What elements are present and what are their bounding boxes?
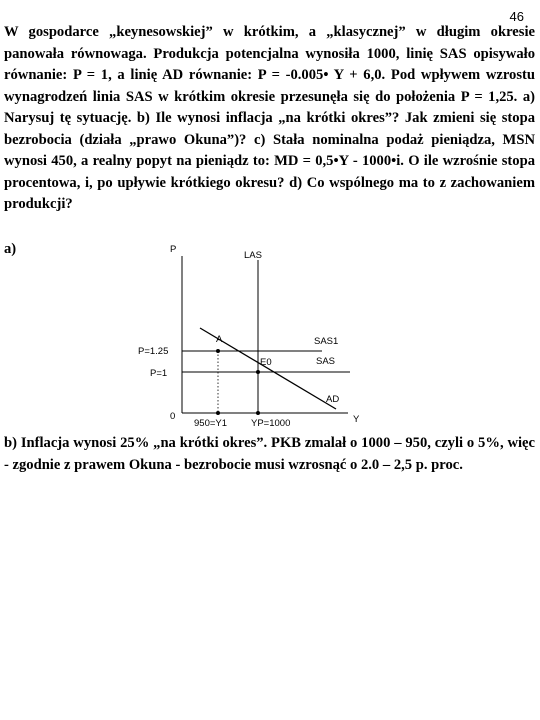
ad-label: AD [326,394,340,405]
las-label: LAS [244,250,262,261]
point-e0-marker [256,370,260,374]
point-a-label: A [216,334,223,345]
y-axis-label: Y [353,414,360,425]
point-e0-label: E0 [260,357,272,368]
part-a-label: a) [4,241,17,257]
p125-label: P=1.25 [138,346,169,357]
point-a-marker [216,349,220,353]
sas1-label: SAS1 [314,336,339,347]
answer-b-text: b) Inflacja wynosi 25% „na krótki okres”. PKB zmalał o 1000 – 950, czyli o 5%, więc - zgodnie z prawem Okuna - bezrobocie musi wzrosnąć o 2.0 – 2,5 p. proc. [4,435,535,473]
yp-marker [256,411,260,415]
y1-label: 950=Y1 [194,418,228,429]
ad-as-graph [110,240,370,430]
yp-label: YP=1000 [251,418,291,429]
sas-label: SAS [316,356,336,367]
p-axis-label: P [170,244,177,255]
origin-label: 0 [170,411,176,422]
problem-text: W gospodarce „keynesowskiej” w krótkim, a „klasycznej” w długim okresie panowała równowaga. Produkcja potencjalna wynosiła 1000, linię SAS opisywało równanie: P = 1, a linię AD równanie: P = -0.005• Y + 6,0. Pod wpływem wzrostu wynagrodzeń linia SAS w krótkim okresie przesunęła się do położenia P = 1,25. a) Narysuj tę sytuację. b) Ile wynosi inflacja „na krótki okres”? Jak zmieni się stopa bezrobocia (działa „prawo Okuna”)? c) Stała nominalna podaż pieniądza, MSN wynosi 450, a realny popyt na pieniądz to: MD = 0,5•Y - 1000•i. O ile wzrośnie stopa procentowa, i, po upływie krótkiego okresu? d) Co wspólnego ma to z zachowaniem produkcji? [4,24,535,212]
p1-label: P=1 [150,368,168,379]
page-number: 46 [509,9,524,24]
y1-marker [216,411,220,415]
